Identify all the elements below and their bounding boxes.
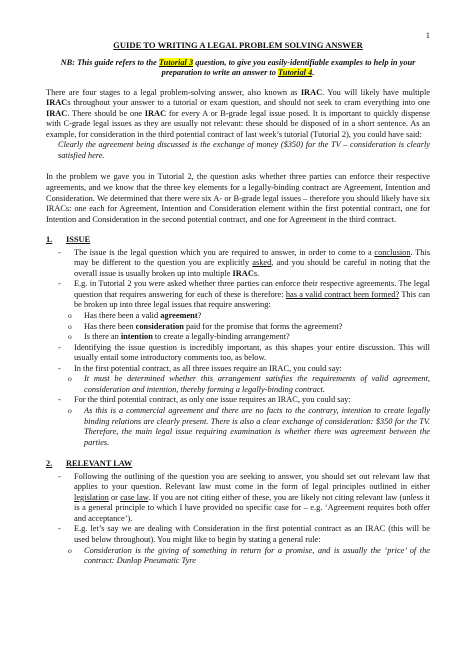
list-item: - Identifying the issue question is incredibly important, as this shapes your entire discussion. This will usually entail some introductory comments too, as below. (46, 343, 430, 364)
list-item: - E.g. let’s say we are dealing with Consideration in the first potential contract as an IRAC (this will be used below throughout). You might like to begin by stating a general rule: o Consideration is the giving of something in return for a promise, and is usually the ‘price’ of the contract: Dunlop Pneumatic Tyre (46, 524, 430, 566)
issue-sub-list (46, 311, 430, 343)
sub-list-item: o Has there been a valid agreement? (46, 311, 430, 322)
list-item: - In the first potential contract, as all three issues require an IRAC, you could say: o It must be determined whether this arrangement satisfies the requirements of valid agreement, consideration and intention, thereby forming a legally-binding contract. (46, 364, 430, 396)
relevant-law-bullet-list (46, 472, 430, 567)
list-item: - The issue is the legal question which you are required to answer, in order to come to a conclusion. This may be different to the question you are explicitly asked, and you should be careful in noting that the overall issue is usually broken up into multiple IRACs. (46, 248, 430, 280)
tutorial-3-highlight: Tutorial 3 (158, 57, 194, 67)
issue-bullet-list (46, 248, 430, 448)
section-issue-heading: 1. ISSUE (46, 235, 91, 245)
list-item: - Following the outlining of the question you are seeking to answer, you should set out relevant law that applies to your question. Relevant law must come in the form of legal principles outlined in either legislation or case law. If you are not citing either of these, you are likely not citing relevant law (unless it is a general principle to which I have provided no specific case for – e.g. ‘Agreement requires both offer and acceptance’). (46, 472, 430, 525)
document-title: GUIDE TO WRITING A LEGAL PROBLEM SOLVING ANSWER (113, 40, 363, 50)
page-number: 1 (425, 30, 430, 40)
example-quote: o It must be determined whether this arrangement satisfies the requirements of valid agreement, consideration and intention, thereby forming a legally-binding contract. (46, 374, 430, 395)
sub-list-item: o Has there been consideration paid for the promise that forms the agreement? (46, 322, 430, 333)
section-relevant-law-heading: 2. RELEVANT LAW (46, 459, 133, 469)
list-item: - E.g. in Tutorial 2 you were asked whether three parties can enforce their respective agreements. The legal question that requires answering for each of these is therefore: has a valid contract been formed? This can be broken up into three legal issues that require answering: o Has there been a valid agreement? o Has there been consideration paid for the promise that forms the agreement? o Is there an intention to create a legally-binding arrangement? (46, 279, 430, 342)
tutorial-2-paragraph: In the problem we gave you in Tutorial 2, the question asks whether three parties can enforce their respective agreements, and we know that the three key elements for a legally-binding contract are Agreement, Intention and Consideration. We determined that there were six A- or B-grade legal issues – therefore you should likely have six IRACs: one each for Agreement, Intention and Consideration element within the first potential contract, one for Intention and Consideration in the second potential contract, and one for Agreement in the third contract. (46, 172, 430, 224)
intro-example-quote: Clearly the agreement being discussed is the exchange of money ($350) for the TV – consideration is clearly satisfied here. (58, 140, 430, 160)
sub-list-item: o Is there an intention to create a legally-binding arrangement? (46, 332, 430, 343)
example-quote: o Consideration is the giving of something in return for a promise, and is usually the ‘price’ of the contract: Dunlop Pneumatic Tyre (46, 546, 430, 567)
nb-note: NB: This guide refers to the Tutorial 3 question, to give you easily-identifiable examples to help in your preparation to write an answer to Tutorial 4. (60, 57, 416, 78)
list-item: - For the third potential contract, as only one issue requires an IRAC, you could say: o As this is a commercial agreement and there are no facts to the contrary, intention to create legally binding relations are clearly present. There is also a clear exchange of consideration: $350 for the TV. Therefore, the main legal issue requiring examination is whether there was agreement between the parties. (46, 395, 430, 448)
tutorial-4-highlight: Tutorial 4 (278, 68, 313, 78)
intro-paragraph: There are four stages to a legal problem-solving answer, also known as IRAC. You will likely have multiple IRACs throughout your answer to a tutorial or exam question, and should not seek to cram everything into one IRAC. There should be one IRAC for every A or B-grade legal issue posed. It is important to quickly dispense with C-grade legal issues as they are usually not relevant: these should be disposed of in a short sentence. As an example, for consideration in the third potential contract of last week’s tutorial (Tutorial 2), you could have said: (46, 87, 431, 139)
example-quote: o As this is a commercial agreement and there are no facts to the contrary, intention to create legally binding relations are clearly present. There is also a clear exchange of consideration: $350 for the TV. Therefore, the main legal issue requiring examination is whether there was agreement between the parties. (46, 406, 430, 448)
